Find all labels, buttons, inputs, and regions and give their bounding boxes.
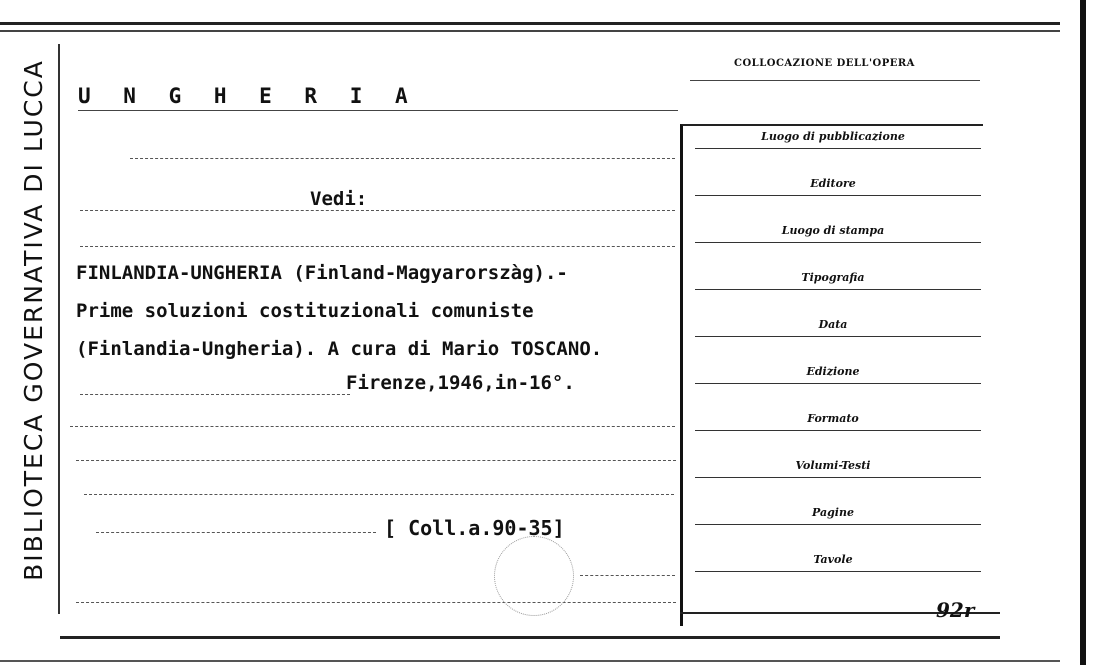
guide-line (84, 494, 674, 495)
panel-row (683, 502, 983, 549)
see-reference-label: Vedi: (310, 188, 368, 210)
bottom-border (60, 636, 1000, 639)
panel-row-rule (695, 571, 981, 572)
entry-line-1: FINLANDIA-UNGHERIA (Finland-Magyarorszàg).- (76, 262, 568, 284)
panel-row-label: Tavole (813, 553, 853, 566)
entry-line-3: (Finlandia-Ungheria). A cura di Mario TOSCANO. (76, 338, 603, 360)
collocation-mark: [ Coll.a.90-35] (384, 516, 565, 540)
library-stamp-text: BIBLIOTECA GOVERNATIVA DI LUCCA (19, 59, 48, 581)
panel-row-rule (695, 383, 981, 384)
panel-row (683, 549, 983, 596)
top-border-secondary (0, 30, 1060, 32)
panel-row (683, 455, 983, 502)
page-mark: 92r (936, 598, 975, 622)
stamp-circle (494, 536, 574, 616)
bottom-border-secondary (0, 660, 1060, 662)
panel-row-label: Data (818, 318, 848, 331)
panel-row-label: Edizione (806, 365, 860, 378)
guide-line (80, 394, 350, 395)
top-border (0, 22, 1060, 25)
guide-line (80, 246, 675, 247)
collocation-panel (680, 124, 983, 626)
left-margin-line (58, 44, 60, 614)
panel-row-rule (695, 289, 981, 290)
guide-line (80, 210, 675, 211)
subject-heading: U N G H E R I A (78, 84, 418, 108)
panel-row-rule (695, 430, 981, 431)
panel-row (683, 314, 983, 361)
panel-row-rule (695, 524, 981, 525)
panel-row-rule (695, 195, 981, 196)
guide-line (130, 158, 675, 159)
panel-title: COLLOCAZIONE DELL'OPERA (734, 58, 915, 69)
panel-row-label: Luogo di stampa (781, 224, 885, 237)
panel-row-label: Tipografia (801, 271, 865, 284)
panel-row-rule (695, 477, 981, 478)
guide-line (96, 532, 376, 533)
panel-row (683, 267, 983, 314)
library-stamp (10, 20, 50, 620)
panel-row-rule (695, 336, 981, 337)
panel-row-rule (695, 148, 981, 149)
panel-row-label: Editore (810, 177, 856, 190)
panel-row-label: Volumi-Testi (795, 459, 871, 472)
guide-line (70, 426, 675, 427)
guide-line (76, 460, 676, 461)
panel-row-label: Luogo di pubblicazione (761, 130, 905, 143)
guide-line (76, 602, 676, 603)
right-margin (1086, 0, 1104, 665)
panel-title-rule (690, 80, 980, 81)
entry-line-2: Prime soluzioni costituzionali comuniste (76, 300, 534, 322)
panel-row-label: Formato (807, 412, 859, 425)
panel-row (683, 408, 983, 455)
panel-row-label: Pagine (812, 506, 854, 519)
panel-row (683, 361, 983, 408)
panel-row (683, 173, 983, 220)
panel-row (683, 126, 983, 173)
guide-line (580, 575, 675, 576)
guide-line (78, 110, 678, 111)
entry-line-4: Firenze,1946,in-16°. (346, 372, 575, 394)
panel-row-rule (695, 242, 981, 243)
panel-row (683, 220, 983, 267)
